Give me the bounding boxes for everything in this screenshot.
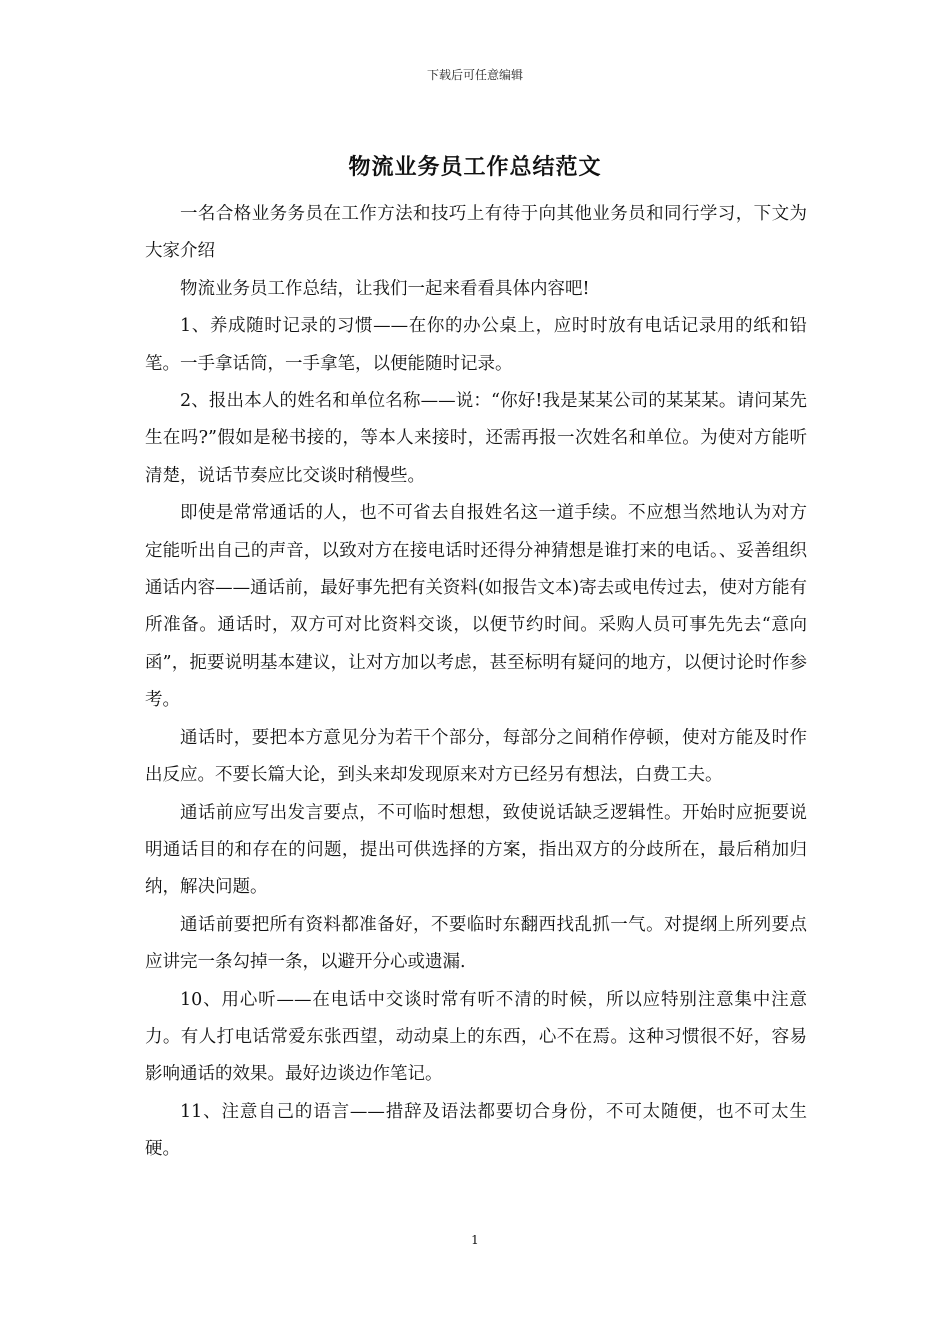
paragraph: 物流业务员工作总结，让我们一起来看看具体内容吧! xyxy=(180,278,590,299)
paragraph: 通话前应写出发言要点，不可临时想想，致使说话缺乏逻辑性。开始时应扼要说明通话目的和存在的问题，提出可供选择的方案，指出双方的分歧所在，最后稍加归纳，解决问题。 xyxy=(145,802,807,898)
document-title: 物流业务员工作总结范文 xyxy=(348,154,602,180)
document-body xyxy=(145,196,807,1169)
page-number: 1 xyxy=(471,1233,479,1247)
paragraph: 10、用心听——在电话中交谈时常有听不清的时候，所以应特别注意集中注意力。有人打电话常爱东张西望，动动桌上的东西，心不在焉。这种习惯很不好，容易影响通话的效果。最好边谈边作笔记。 xyxy=(145,989,807,1085)
paragraph: 1、养成随时记录的习惯——在你的办公桌上，应时时放有电话记录用的纸和铅笔。一手拿话筒，一手拿笔，以便能随时记录。 xyxy=(145,316,807,374)
header-note: 下载后可任意编辑 xyxy=(426,68,523,82)
paragraph: 通话时，要把本方意见分为若干个部分，每部分之间稍作停顿，使对方能及时作出反应。不要长篇大论，到头来却发现原来对方已经另有想法，白费工夫。 xyxy=(145,727,807,786)
paragraph: 通话前要把所有资料都准备好，不要临时东翻西找乱抓一气。对提纲上所列要点应讲完一条勾掉一条，以避开分心或遗漏. xyxy=(145,914,807,973)
paragraph: 2、报出本人的姓名和单位名称——说：“你好!我是某某公司的某某某。请问某先生在吗?”假如是秘书接的，等本人来接时，还需再报一次姓名和单位。为使对方能听清楚，说话节奏应比交谈时稍慢些。 xyxy=(145,391,807,486)
paragraph: 11、注意自己的语言——措辞及语法都要切合身份，不可太随便，也不可太生硬。 xyxy=(145,1101,807,1160)
paragraph: 即使是常常通话的人，也不可省去自报姓名这一道手续。不应想当然地认为对方定能听出自己的声音，以致对方在接电话时还得分神猜想是谁打来的电话。、妥善组织通话内容——通话前，最好事先把有关资料(如报告文本)寄去或电传过去，使对方能有所准备。通话时，双方可对比资料交谈，以便节约时间。采购人员可事先先去“意向函”，扼要说明基本建议，让对方加以考虑，甚至标明有疑问的地方，以便讨论时作参考。 xyxy=(145,503,807,711)
paragraph: 一名合格业务务员在工作方法和技巧上有待于向其他业务员和同行学习，下文为大家介绍 xyxy=(145,204,807,262)
